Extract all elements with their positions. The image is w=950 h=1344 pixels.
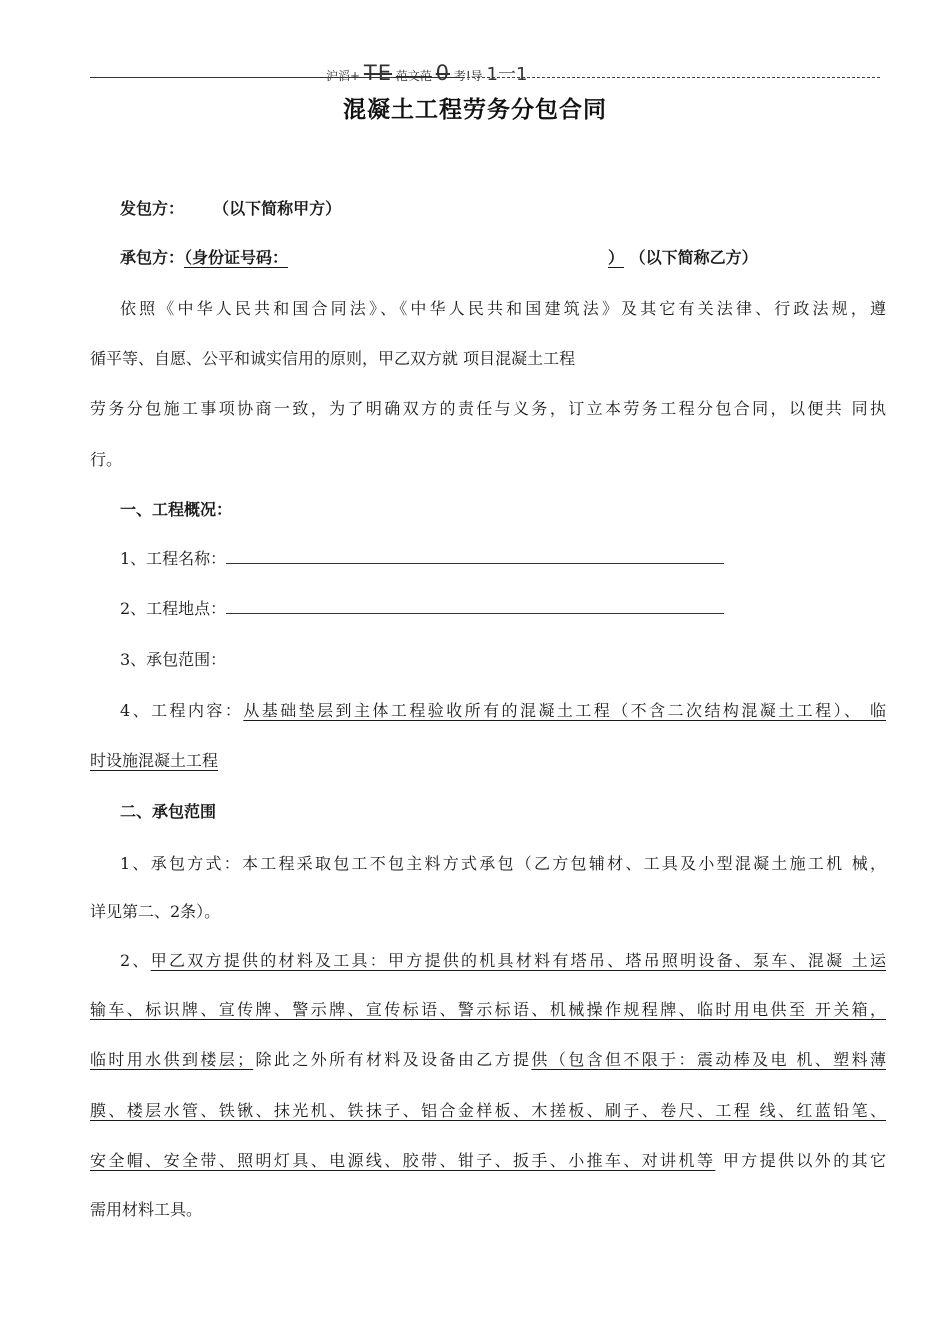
contractor-line (120, 247, 758, 269)
document-title: 混凝土工程劳务分包合同 (343, 97, 607, 123)
materials-line-6: 需用材料工具。 (90, 1200, 203, 1219)
materials-line-4 (90, 1100, 886, 1122)
materials-text-5b: 甲方提供以外的其它 (722, 1151, 886, 1170)
employer-note: （以下简称甲方） (213, 199, 342, 218)
work-content-row (120, 700, 886, 722)
materials-line-5 (90, 1150, 886, 1172)
project-location-label: 2、工程地点： (120, 599, 227, 618)
header-prefix: 沪滔+ (326, 69, 361, 83)
employer-line (120, 198, 341, 220)
header-mid-label: 范文范 (395, 69, 432, 83)
header-te: TE (363, 61, 392, 85)
materials-text-3b: 除此之外所有材料及设备由乙方提 (253, 1050, 532, 1069)
work-content-text: 从基础垫层到主体工程验收所有的混凝土工程（不含二次结构混凝土工程）、 临 (243, 701, 886, 720)
project-name-row (120, 548, 724, 570)
materials-text-4: 膜、楼层水管、铁锹、抹光机、铁抹子、铝合金样板、木搓板、刷子、卷尺、工程 线、红蓝铅笔、 (90, 1101, 886, 1120)
section-1-heading: 一、工程概况： (120, 500, 233, 519)
id-number-label: （身份证号码： (184, 248, 289, 267)
intro-line-3: 劳务分包施工事项协商一致，为了明确双方的责任与义务，订立本劳务工程分包合同，以便共 同执 (90, 399, 886, 418)
materials-text-3a: 临时用水供到楼层； (90, 1050, 254, 1069)
header-tail: 考!导 (453, 69, 483, 83)
project-name-label: 1、工程名称： (120, 549, 227, 568)
contract-method-line-1: 1、承包方式：本工程采取包工不包主料方式承包（乙方包辅材、工具及小型混凝土施工机 械， (120, 854, 886, 873)
materials-text-2: 输车、标识牌、宣传牌、警示牌、宣传标语、警示标语、机械操作规程牌、临时用电供至 开关箱， (90, 1000, 886, 1019)
id-number-field[interactable] (184, 248, 624, 267)
contract-scope-row (120, 649, 226, 671)
header-zero: 0 (435, 61, 451, 85)
work-content-cont (90, 750, 218, 772)
materials-text-5a: 安全帽、安全带、照明灯具、电源线、胶带、钳子、扳手、小推车、对讲机等 (90, 1151, 716, 1170)
header-code: 1一1 (486, 64, 528, 85)
materials-line-3 (90, 1049, 886, 1071)
work-content-text-cont: 时设施混凝土工程 (90, 751, 219, 770)
materials-text-1: 甲乙双方提供的材料及工具：甲方提供的机具材料有塔吊、塔吊照明设备、泵车、混凝 土运 (150, 951, 886, 970)
page-header (326, 60, 527, 86)
project-location-row (120, 598, 724, 620)
section-2-heading: 二、承包范围 (120, 802, 217, 821)
intro-line-2b: 项目混凝土工程 (463, 349, 576, 368)
project-location-field[interactable] (226, 599, 724, 614)
contractor-note: （以下简称乙方） (629, 248, 758, 267)
id-number-close: ） (608, 248, 625, 267)
materials-line-2 (90, 999, 886, 1021)
work-content-label: 4、工程内容： (120, 701, 244, 720)
materials-text-3c: 供（包含但不限于：震动棒及电 机、塑料薄 (531, 1050, 886, 1069)
contract-scope-label: 3、承包范围： (120, 650, 227, 669)
intro-line-2 (90, 348, 575, 370)
employer-label: 发包方： (120, 199, 185, 218)
intro-line-2a: 循平等、自愿、公平和诚实信用的原则，甲乙双方就 (90, 349, 459, 368)
intro-line-4: 行。 (90, 450, 123, 469)
project-name-field[interactable] (226, 549, 724, 564)
contract-method-line-2: 详见第二、2条）。 (90, 902, 221, 921)
intro-line-1: 依照《中华人民共和国合同法》、《中华人民共和国建筑法》及其它有关法律、行政法规，遵 (120, 299, 886, 318)
materials-line-1 (120, 950, 886, 972)
materials-number: 2、 (120, 951, 151, 970)
contractor-label: 承包方： (120, 248, 185, 267)
